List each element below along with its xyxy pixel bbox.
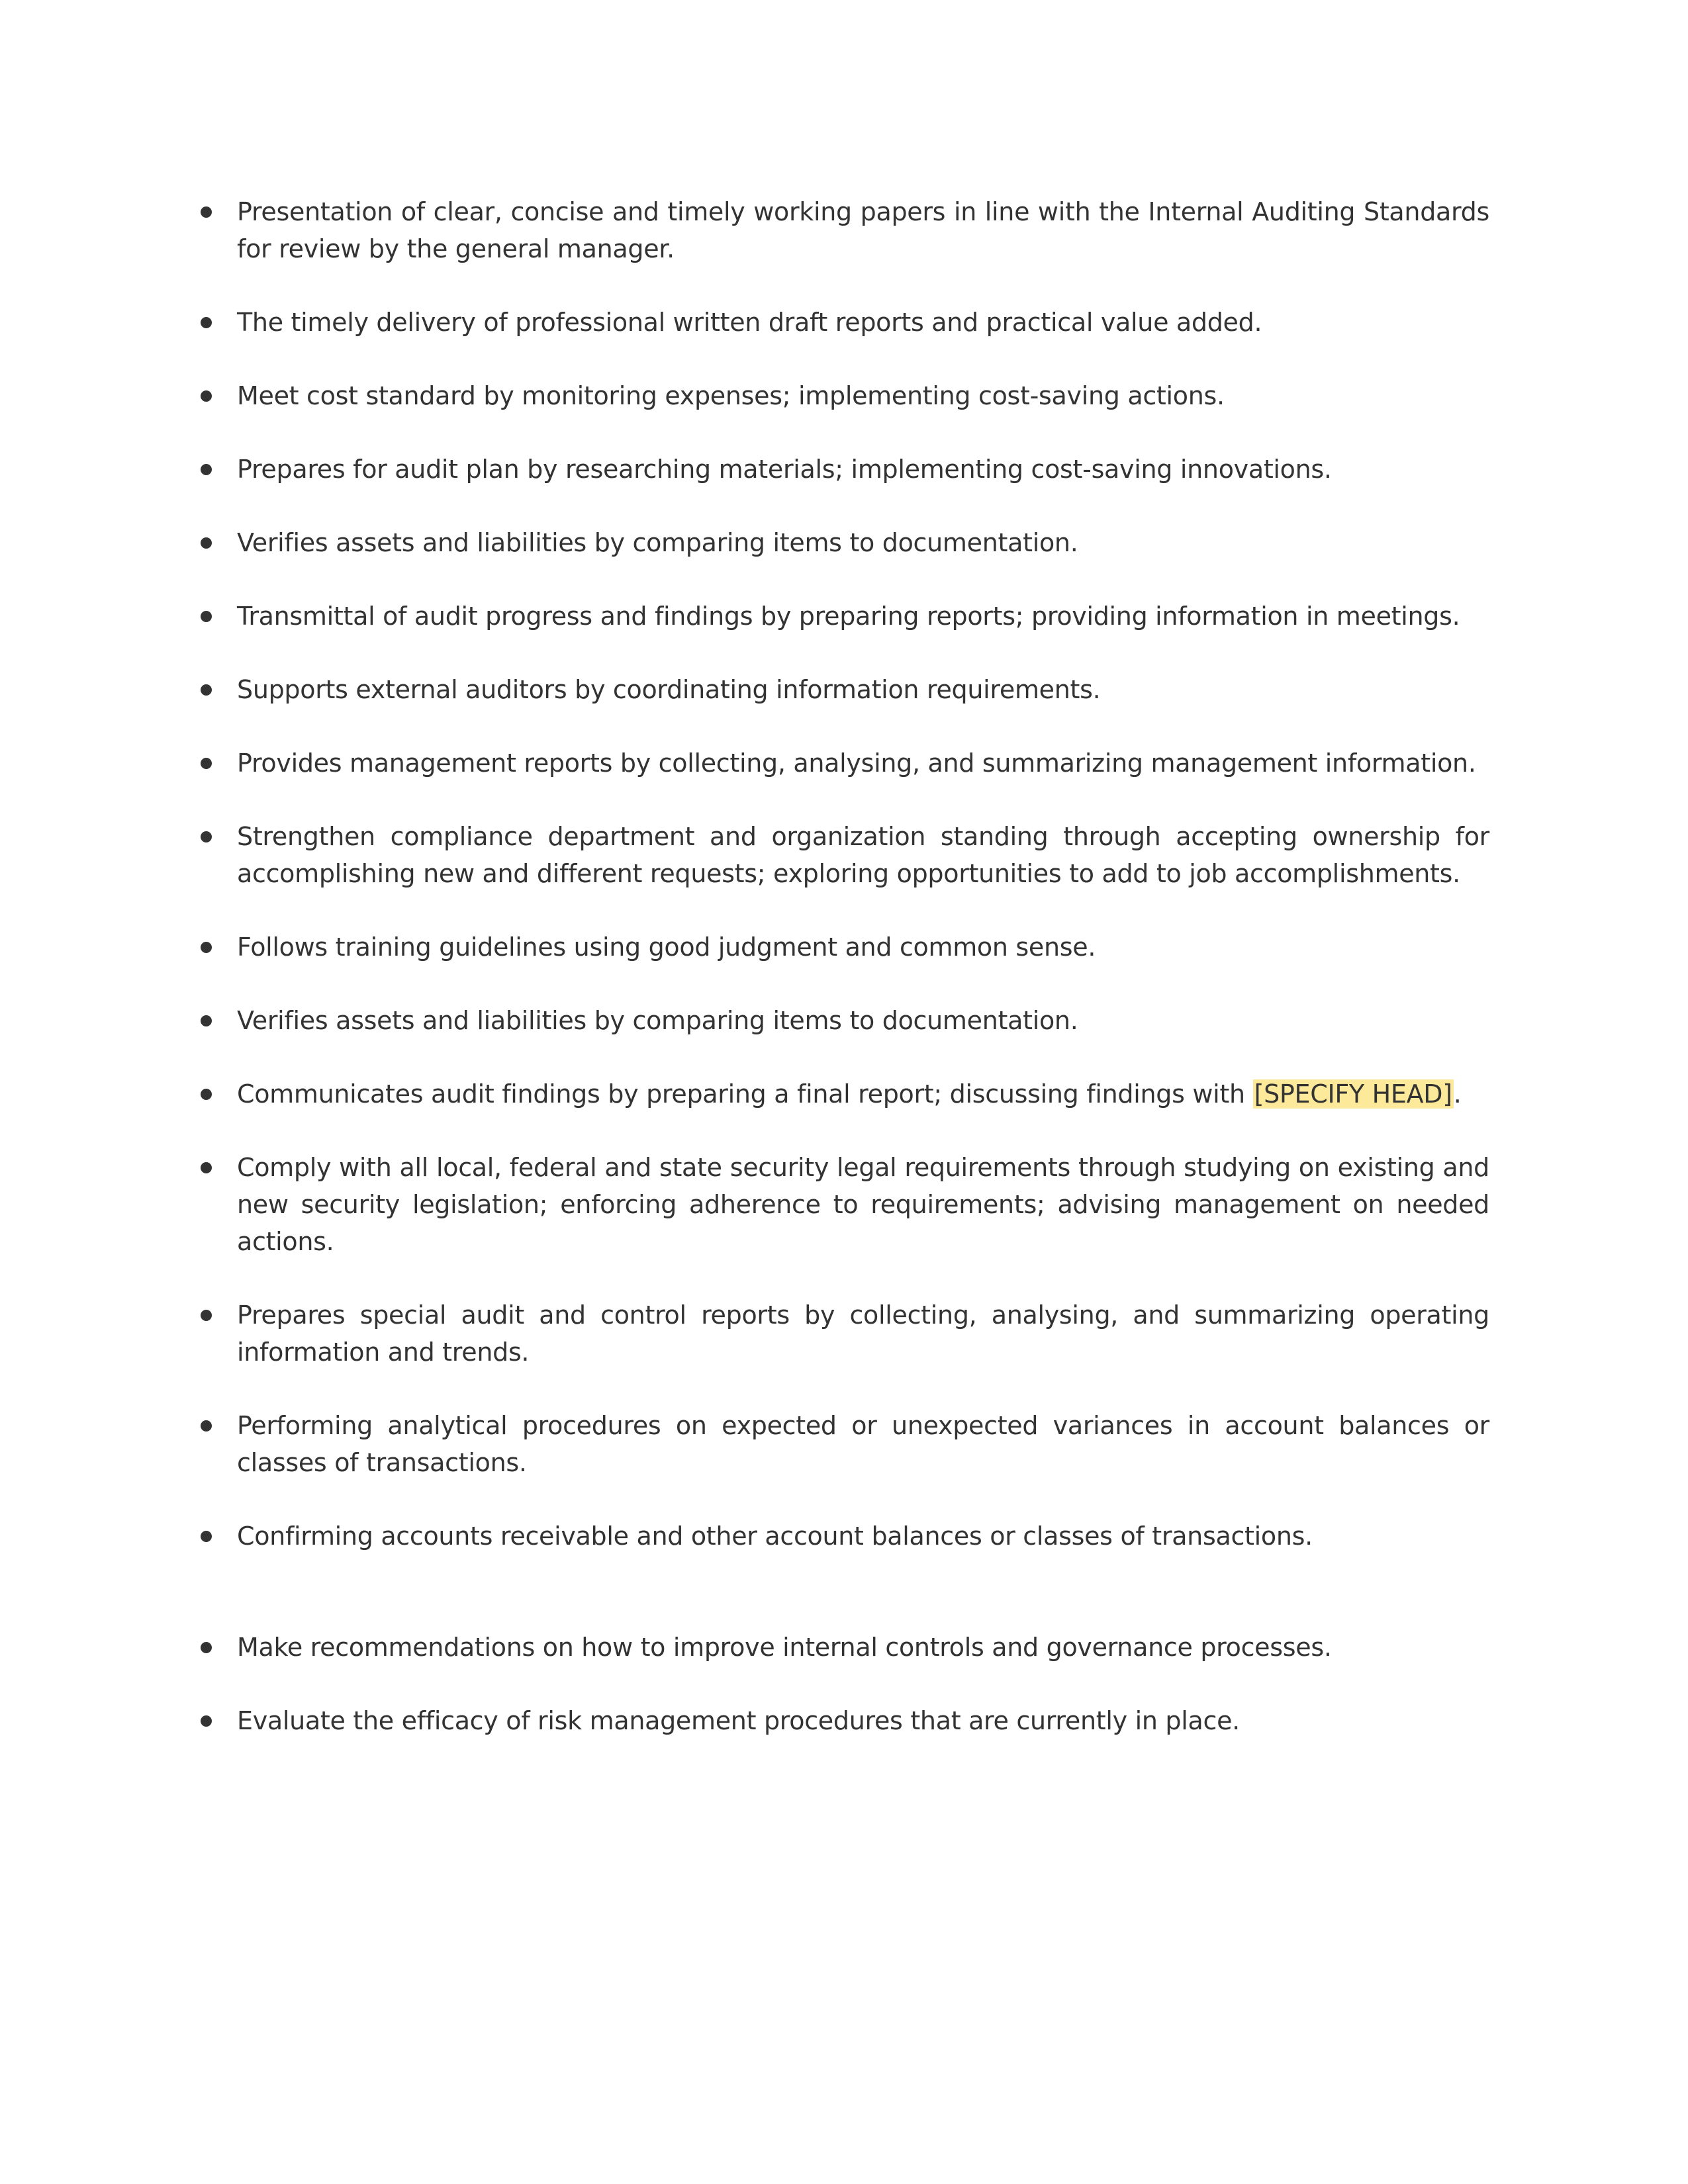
bullet-icon [201,317,212,328]
list-item-text: Verifies assets and liabilities by comparing items to documentation. [237,1006,1078,1035]
bullet-icon [201,831,212,842]
list-item [199,451,1489,488]
bullet-icon [201,942,212,953]
list-item [199,671,1489,708]
list-item [199,1407,1489,1481]
list-item-text: Verifies assets and liabilities by comparing items to documentation. [237,528,1078,557]
list-item-text: Follows training guidelines using good judgment and common sense. [237,933,1096,962]
bullet-icon [201,1162,212,1173]
list-item [199,1629,1489,1666]
bullet-icon [201,390,212,402]
list-item [199,1518,1489,1555]
list-item [199,929,1489,966]
list-item [199,1702,1489,1739]
bullet-icon [201,1089,212,1100]
list-item [199,304,1489,341]
responsibilities-list [199,193,1489,1776]
list-item-text: Strengthen compliance department and organization standing through accepting ownership for accomplishing new and different requests; exploring opportunities to add to job accomplishments. [237,822,1489,888]
bullet-icon [201,684,212,696]
bullet-icon [201,1015,212,1026]
list-item [199,524,1489,561]
bullet-icon [201,1310,212,1321]
bullet-icon [201,1642,212,1653]
list-item [199,1297,1489,1371]
bullet-icon [201,537,212,549]
bullet-icon [201,758,212,769]
list-item [199,1149,1489,1260]
list-item-text-end: . [1453,1079,1462,1109]
list-item [199,818,1489,892]
list-item-text: Confirming accounts receivable and other account balances or classes of transactions. [237,1522,1313,1551]
list-item [199,745,1489,782]
list-item-text: Meet cost standard by monitoring expenses; implementing cost-saving actions. [237,381,1225,410]
list-item [199,193,1489,267]
specify-head-placeholder[interactable]: [SPECIFY HEAD] [1254,1079,1452,1109]
list-item-text: Make recommendations on how to improve internal controls and governance processes. [237,1633,1332,1662]
list-item-text: Prepares for audit plan by researching materials; implementing cost-saving innovations. [237,455,1332,484]
list-item-text: Transmittal of audit progress and findings by preparing reports; providing information in meetings. [237,602,1460,631]
list-item [199,1075,1489,1113]
bullet-icon [201,206,212,218]
bullet-icon [201,611,212,622]
bullet-icon [201,1531,212,1542]
bullet-icon [201,1715,212,1727]
list-item [199,1002,1489,1039]
list-item-text: Provides management reports by collecting, analysing, and summarizing management information. [237,749,1476,778]
list-item-text: Prepares special audit and control reports by collecting, analysing, and summarizing operating information and trends. [237,1300,1489,1367]
list-item-text: Supports external auditors by coordinating information requirements. [237,675,1101,704]
list-item-text: Performing analytical procedures on expected or unexpected variances in account balances or classes of transactions. [237,1411,1489,1477]
list-item [199,598,1489,635]
bullet-icon [201,464,212,475]
list-item [199,377,1489,414]
list-item-text: Presentation of clear, concise and timely working papers in line with the Internal Auditing Standards for review by the general manager. [237,197,1489,263]
list-item-text: Evaluate the efficacy of risk management procedures that are currently in place. [237,1706,1240,1735]
bullet-icon [201,1420,212,1432]
list-item-text: The timely delivery of professional written draft reports and practical value added. [237,308,1262,337]
list-item-text: Communicates audit findings by preparing a final report; discussing findings with [237,1079,1253,1109]
list-item-text: Comply with all local, federal and state security legal requirements through studying on existing and new security legislation; enforcing adherence to requirements; advising management on needed actions. [237,1153,1489,1256]
